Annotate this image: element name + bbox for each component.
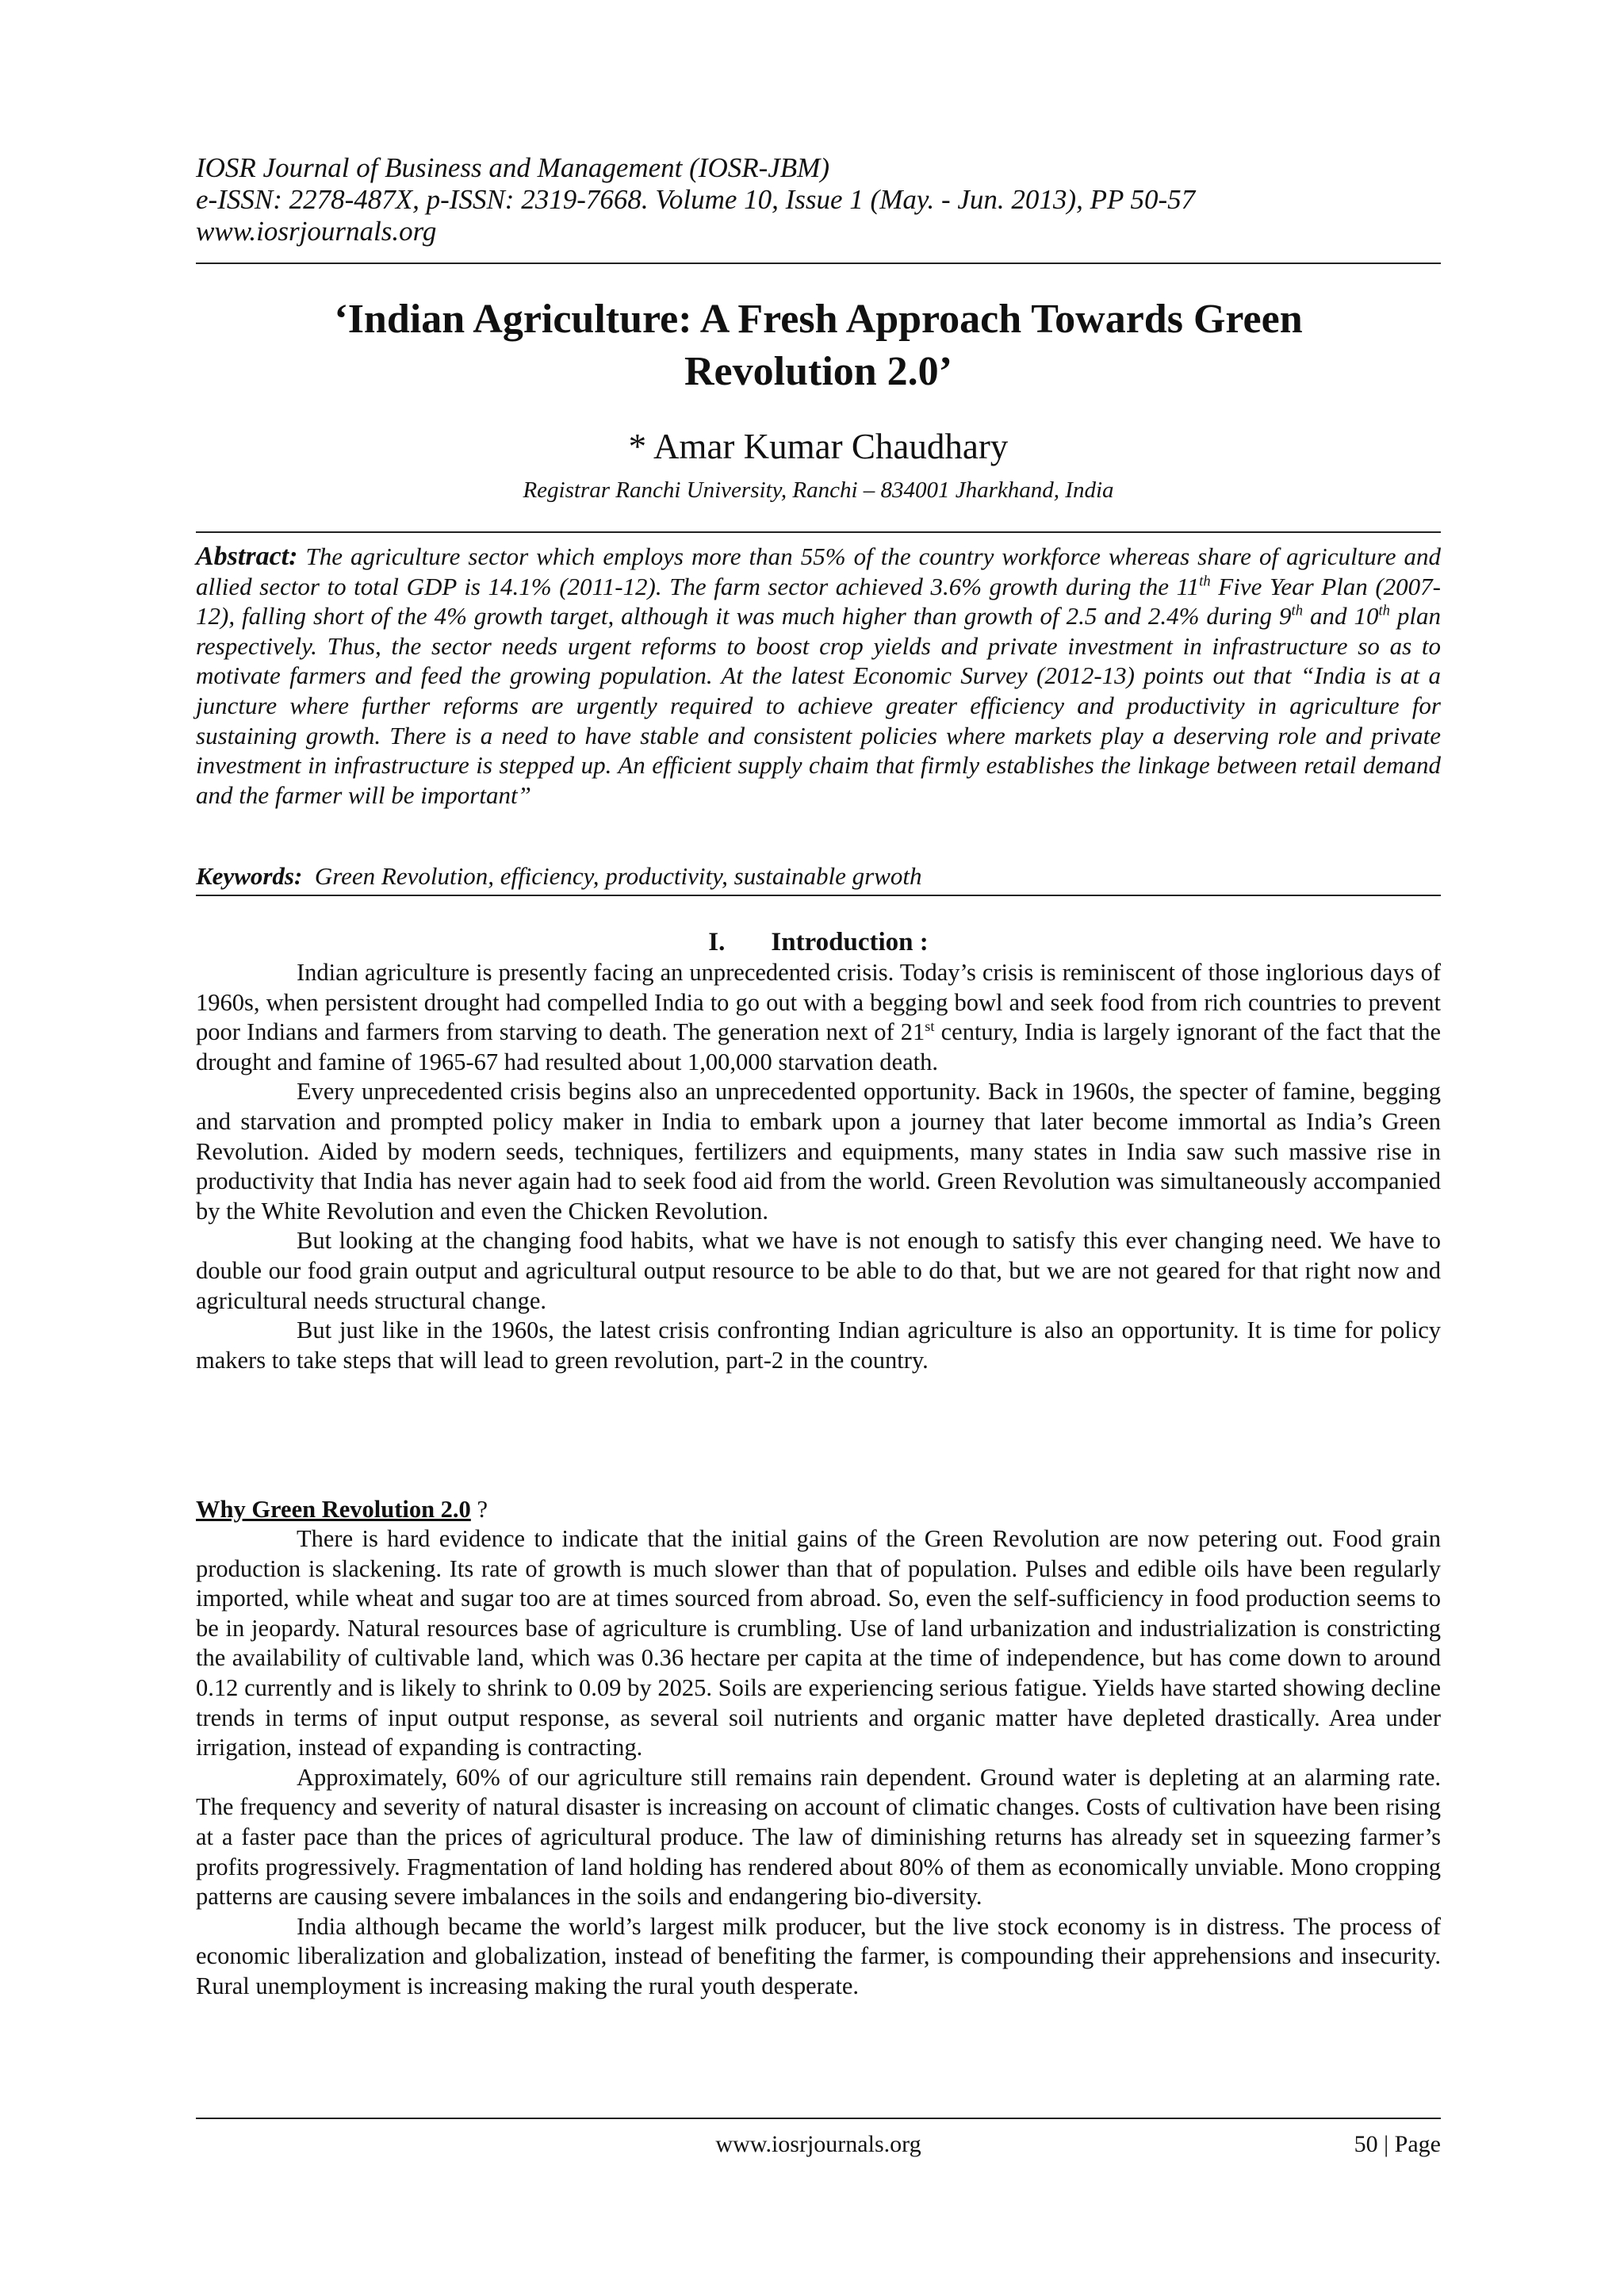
paragraph: But just like in the 1960s, the latest crisis confronting Indian agriculture is also an opportunity. It is time for policy makers to take steps that will lead to green revolution, part-2 in the country.	[196, 1317, 1441, 1374]
paragraph: Every unprecedented crisis begins also an unprecedented opportunity. Back in 1960s, the specter of famine, begging and starvation and prompted policy maker in India to embark upon a journey that later become immortal as India’s Green Revolution. Aided by modern seeds, techniques, fertilizers and equipments, many states in India saw such massive rise in productivity that India has never again had to seek food aid from the world. Green Revolution was simultaneously accompanied by the White Revolution and even the Chicken Revolution.	[196, 1078, 1441, 1225]
paragraph: But looking at the changing food habits, what we have is not enough to satisfy this ever changing need. We have to double our food grain output and agricultural output resource to be able to do that, but we are not geared for that right now and agricultural needs structural change.	[196, 1227, 1441, 1314]
abstract-bottom-rule	[196, 895, 1441, 896]
paper-title	[196, 293, 1441, 398]
paragraph: Approximately, 60% of our agriculture still remains rain dependent. Ground water is depleting at an alarming rate. The frequency and severity of natural disaster is increasing on account of climatic changes. Costs of cultivation have been rising at a faster pace than the prices of agricultural produce. The law of diminishing returns has already set in squeezing farmer’s profits progressively. Fragmentation of land holding has rendered about 80% of them as economically unviable. Mono cropping patterns are causing severe imbalances in the soils and endangering bio-diversity.	[196, 1763, 1441, 1911]
paragraph: Indian agriculture is presently facing an unprecedented crisis. Today’s crisis is reminiscent of those inglorious days of 1960s, when persistent drought had compelled India to go out with a begging bowl and seek food from rich countries to prevent poor Indians and farmers from starving to death. The generation next of 21st century, India is largely ignorant of the fact that the drought and famine of 1965-67 had resulted about 1,00,000 starvation death.	[196, 959, 1441, 1075]
footer-rule	[196, 2118, 1441, 2119]
why-section-body	[196, 1524, 1441, 2002]
title-line-1: ‘Indian Agriculture: A Fresh Approach Towards Green	[334, 297, 1303, 342]
keywords-text: Green Revolution, efficiency, productivity, sustainable grwoth	[314, 862, 922, 890]
keywords	[196, 861, 1441, 891]
abstract-label: Abstract:	[196, 542, 298, 571]
paragraph: India although became the world’s largest milk producer, but the live stock economy is in distress. The process of economic liberalization and globalization, instead of benefiting the farmer, is compounding their apprehensions and insecurity. Rural unemployment is increasing making the rural youth desperate.	[196, 1912, 1441, 1999]
title-line-2: Revolution 2.0’	[684, 349, 952, 394]
header-rule	[196, 263, 1441, 264]
abstract-top-rule	[196, 531, 1441, 533]
journal-name: IOSR Journal of Business and Management (IOSR-JBM)	[196, 152, 829, 183]
section-heading-introduction	[196, 926, 1441, 958]
footer-website: www.iosrjournals.org	[715, 2131, 921, 2157]
paragraph: There is hard evidence to indicate that the initial gains of the Green Revolution are now petering out. Food grain production is slackening. Its rate of growth is much slower than that of population. Pulses and edible oils have been regularly imported, while wheat and sugar too are at times sourced from abroad. So, even the self-sufficiency in food production seems to be in jeopardy. Natural resources base of agriculture is crumbling. Use of land urbanization and industrialization is constricting the availability of cultivable land, which was 0.36 hectare per capita at the time of independence, but has come down to around 0.12 currently and is likely to shrink to 0.09 by 2025. Soils are experiencing serious fatigue. Yields have started showing decline trends in terms of input output response, as several soil nutrients and organic matter have depleted drastically. Area under irrigation, instead of expanding is contracting.	[196, 1525, 1441, 1761]
author-affiliation: Registrar Ranchi University, Ranchi – 834001 Jharkhand, India	[523, 477, 1114, 503]
journal-issn-line: e-ISSN: 2278-487X, p-ISSN: 2319-7668. Volume 10, Issue 1 (May. - Jun. 2013), PP 50-57	[196, 184, 1196, 215]
keywords-label: Keywords:	[196, 862, 303, 890]
footer-page-number: 50 | Page	[1354, 2131, 1441, 2157]
introduction-body	[196, 958, 1441, 1375]
journal-website: www.iosrjournals.org	[196, 216, 437, 247]
author-name: * Amar Kumar Chaudhary	[628, 427, 1009, 466]
subheading-why-green-revolution: Why Green Revolution 2.0 ?	[196, 1496, 488, 1523]
abstract: Abstract: The agriculture sector which employs more than 55% of the country workforce whereas share of agriculture and allied sector to total GDP is 14.1% (2011-12). The farm sector achieved 3.6% growth during the 11th Five Year Plan (2007-12), falling short of the 4% growth target, although it was much higher than growth of 2.5 and 2.4% during 9th and 10th plan respectively. Thus, the sector needs urgent reforms to boost crop yields and private investment in infrastructure so as to motivate farmers and feed the growing population. At the latest Economic Survey (2012-13) points out that “India is at a juncture where further reforms are urgently required to achieve greater efficiency and productivity in agriculture for sustaining growth. There is a need to have stable and consistent policies where markets play a deserving role and private investment in infrastructure is stepped up. An efficient supply chaim that firmly establishes the linkage between retail demand and the farmer will be important”	[196, 542, 1442, 809]
section-title: Introduction :	[771, 928, 929, 956]
journal-header	[196, 152, 1441, 247]
section-number: I.	[708, 928, 726, 956]
